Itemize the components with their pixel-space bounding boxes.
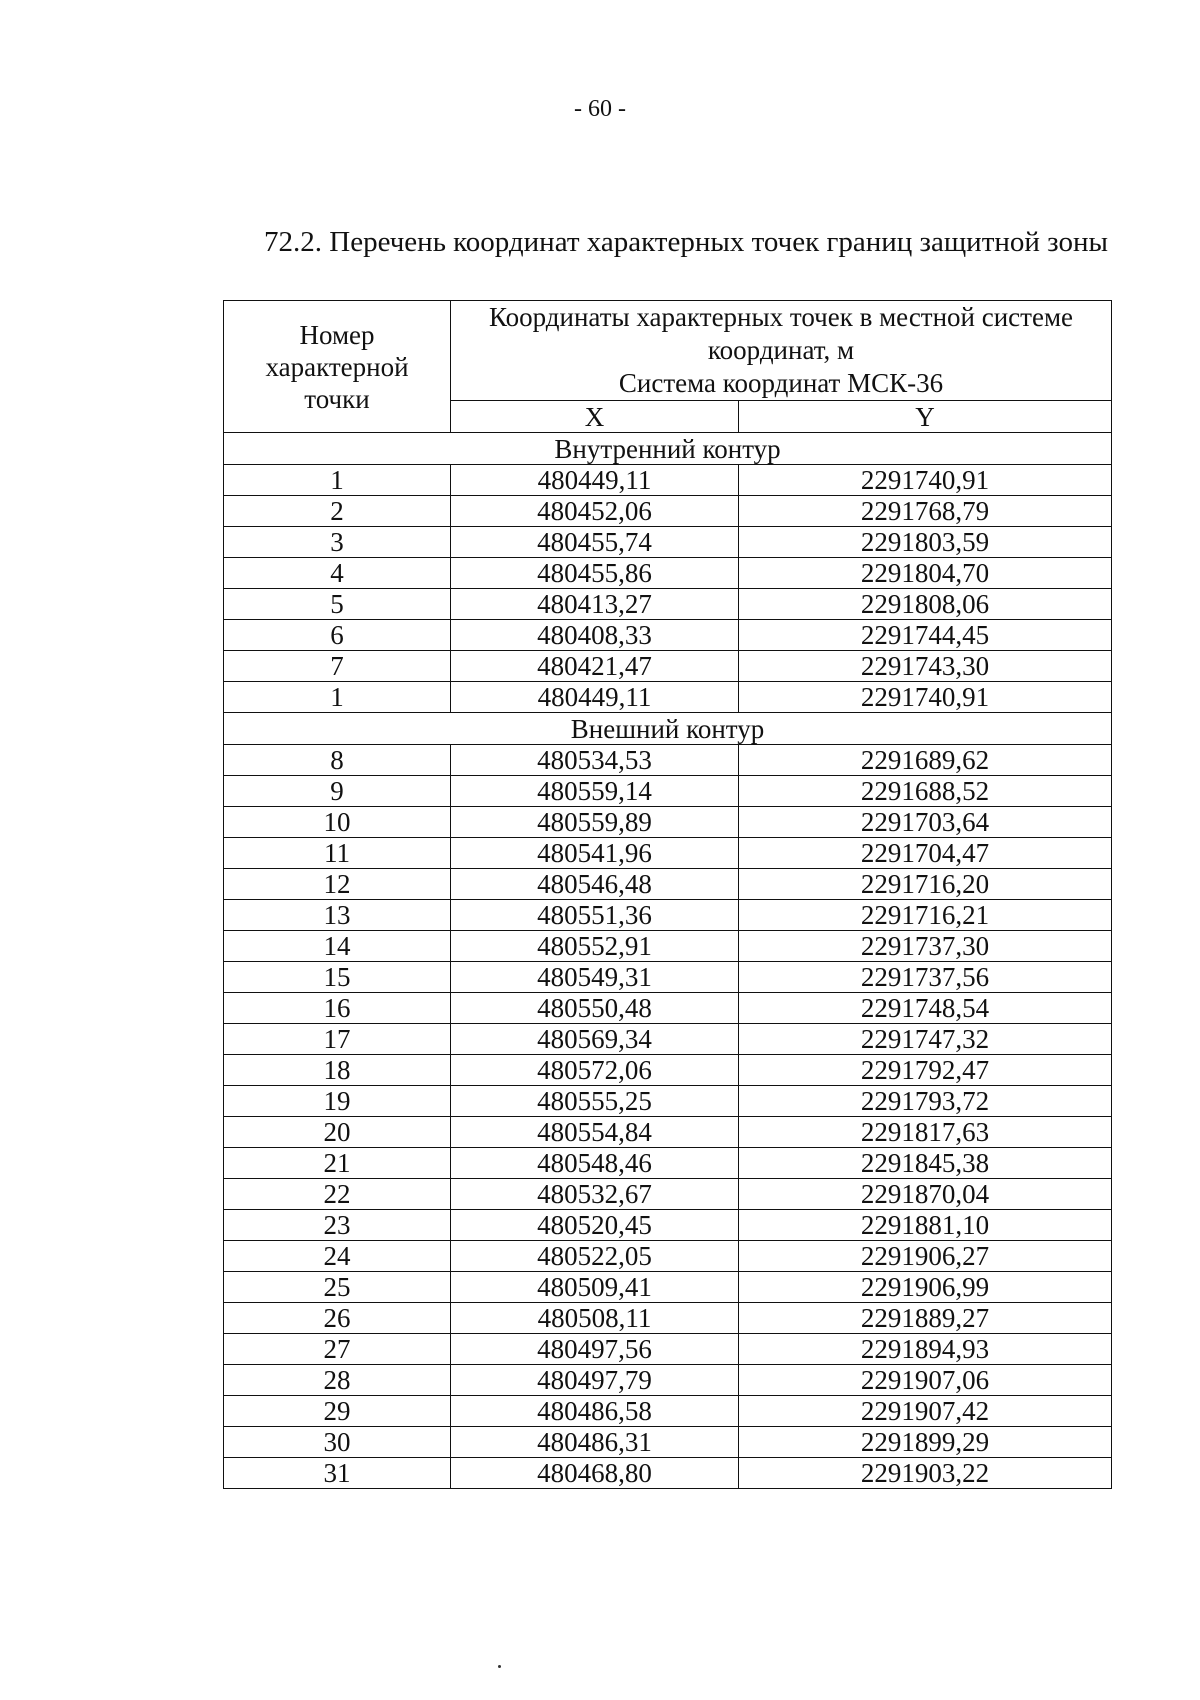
table-row <box>224 931 1112 962</box>
x-coordinate-cell: 480455,74 <box>451 527 739 558</box>
table-row <box>224 1117 1112 1148</box>
point-number-cell: 8 <box>224 745 451 776</box>
table-row <box>224 1179 1112 1210</box>
table-row <box>224 1458 1112 1489</box>
y-coordinate-cell: 2291716,20 <box>739 869 1112 900</box>
point-number-cell: 4 <box>224 558 451 589</box>
table-row <box>224 1334 1112 1365</box>
section-row <box>224 713 1112 745</box>
y-coordinate-cell: 2291740,91 <box>739 465 1112 496</box>
x-coordinate-cell: 480572,06 <box>451 1055 739 1086</box>
table-row <box>224 993 1112 1024</box>
point-number-cell: 21 <box>224 1148 451 1179</box>
y-coordinate-cell: 2291894,93 <box>739 1334 1112 1365</box>
point-number-cell: 31 <box>224 1458 451 1489</box>
point-header-line: характерной <box>265 351 409 382</box>
x-coordinate-cell: 480534,53 <box>451 745 739 776</box>
y-coordinate-cell: 2291689,62 <box>739 745 1112 776</box>
x-coordinate-cell: 480549,31 <box>451 962 739 993</box>
x-coordinate-cell: 480497,56 <box>451 1334 739 1365</box>
y-coordinate-cell: 2291743,30 <box>739 651 1112 682</box>
coordinates-table <box>223 300 1112 1489</box>
x-coordinate-cell: 480546,48 <box>451 869 739 900</box>
table-row <box>224 620 1112 651</box>
x-coordinate-cell: 480413,27 <box>451 589 739 620</box>
table-row <box>224 1303 1112 1334</box>
x-coordinate-cell: 480522,05 <box>451 1241 739 1272</box>
x-coordinate-cell: 480449,11 <box>451 465 739 496</box>
table-row <box>224 589 1112 620</box>
table-row <box>224 869 1112 900</box>
table-row <box>224 1365 1112 1396</box>
table-row <box>224 776 1112 807</box>
y-coordinate-cell: 2291803,59 <box>739 527 1112 558</box>
document-title: 72.2. Перечень координат характерных точек границ защитной зоны <box>264 226 1108 258</box>
table-row <box>224 1210 1112 1241</box>
x-coordinate-cell: 480559,14 <box>451 776 739 807</box>
point-number-cell: 1 <box>224 682 451 713</box>
point-number-cell: 14 <box>224 931 451 962</box>
page-number: - 60 - <box>574 96 626 122</box>
table-row <box>224 527 1112 558</box>
y-coordinate-cell: 2291704,47 <box>739 838 1112 869</box>
table-row <box>224 1055 1112 1086</box>
table-row <box>224 900 1112 931</box>
section-title: Внешний контур <box>224 713 1112 745</box>
x-coordinate-cell: 480548,46 <box>451 1148 739 1179</box>
point-number-cell: 18 <box>224 1055 451 1086</box>
y-coordinate-cell: 2291748,54 <box>739 993 1112 1024</box>
x-coordinate-cell: 480559,89 <box>451 807 739 838</box>
y-coordinate-cell: 2291768,79 <box>739 496 1112 527</box>
y-coordinate-cell: 2291889,27 <box>739 1303 1112 1334</box>
y-coordinate-cell: 2291804,70 <box>739 558 1112 589</box>
y-coordinate-cell: 2291747,32 <box>739 1024 1112 1055</box>
point-header-line: Номер <box>299 319 375 350</box>
y-coordinate-cell: 2291744,45 <box>739 620 1112 651</box>
x-coordinate-cell: 480554,84 <box>451 1117 739 1148</box>
table-row <box>224 807 1112 838</box>
point-number-cell: 16 <box>224 993 451 1024</box>
point-number-cell: 7 <box>224 651 451 682</box>
y-coordinate-cell: 2291688,52 <box>739 776 1112 807</box>
table-row <box>224 1241 1112 1272</box>
x-coordinate-cell: 480486,31 <box>451 1427 739 1458</box>
section-row <box>224 433 1112 465</box>
point-number-cell: 12 <box>224 869 451 900</box>
point-header-line: точки <box>304 383 370 414</box>
y-coordinate-cell: 2291703,64 <box>739 807 1112 838</box>
x-coordinate-cell: 480449,11 <box>451 682 739 713</box>
point-number-cell: 29 <box>224 1396 451 1427</box>
x-coordinate-cell: 480509,41 <box>451 1272 739 1303</box>
point-number-cell: 1 <box>224 465 451 496</box>
x-column-header: X <box>451 401 739 433</box>
point-number-cell: 26 <box>224 1303 451 1334</box>
table-body <box>224 433 1112 1489</box>
table-row <box>224 1024 1112 1055</box>
y-coordinate-cell: 2291870,04 <box>739 1179 1112 1210</box>
scan-speck <box>498 1665 501 1668</box>
coords-header-line: Координаты характерных точек в местной системе <box>488 302 1074 332</box>
table-row <box>224 962 1112 993</box>
table-row <box>224 651 1112 682</box>
x-coordinate-cell: 480455,86 <box>451 558 739 589</box>
point-number-cell: 23 <box>224 1210 451 1241</box>
x-coordinate-cell: 480508,11 <box>451 1303 739 1334</box>
table-row <box>224 1272 1112 1303</box>
point-number-cell: 27 <box>224 1334 451 1365</box>
table-row <box>224 496 1112 527</box>
y-coordinate-cell: 2291808,06 <box>739 589 1112 620</box>
y-column-header: Y <box>739 401 1112 433</box>
x-coordinate-cell: 480408,33 <box>451 620 739 651</box>
y-coordinate-cell: 2291817,63 <box>739 1117 1112 1148</box>
y-coordinate-cell: 2291740,91 <box>739 682 1112 713</box>
table-row <box>224 682 1112 713</box>
x-coordinate-cell: 480552,91 <box>451 931 739 962</box>
table-row <box>224 1148 1112 1179</box>
x-coordinate-cell: 480421,47 <box>451 651 739 682</box>
x-coordinate-cell: 480541,96 <box>451 838 739 869</box>
y-coordinate-cell: 2291881,10 <box>739 1210 1112 1241</box>
point-number-cell: 25 <box>224 1272 451 1303</box>
table-row <box>224 558 1112 589</box>
x-coordinate-cell: 480551,36 <box>451 900 739 931</box>
point-number-cell: 30 <box>224 1427 451 1458</box>
point-number-cell: 5 <box>224 589 451 620</box>
table-row <box>224 1086 1112 1117</box>
table-header <box>224 301 1112 433</box>
x-coordinate-cell: 480555,25 <box>451 1086 739 1117</box>
point-number-cell: 28 <box>224 1365 451 1396</box>
point-number-cell: 9 <box>224 776 451 807</box>
y-coordinate-cell: 2291737,30 <box>739 931 1112 962</box>
table-row <box>224 1427 1112 1458</box>
point-number-cell: 22 <box>224 1179 451 1210</box>
y-coordinate-cell: 2291906,27 <box>739 1241 1112 1272</box>
y-coordinate-cell: 2291845,38 <box>739 1148 1112 1179</box>
coordinates-header <box>451 301 1112 401</box>
point-number-cell: 10 <box>224 807 451 838</box>
y-coordinate-cell: 2291716,21 <box>739 900 1112 931</box>
coords-header-line: координат, м <box>707 335 855 365</box>
y-coordinate-cell: 2291737,56 <box>739 962 1112 993</box>
y-coordinate-cell: 2291903,22 <box>739 1458 1112 1489</box>
point-number-cell: 19 <box>224 1086 451 1117</box>
y-coordinate-cell: 2291793,72 <box>739 1086 1112 1117</box>
table-row <box>224 838 1112 869</box>
table-row <box>224 745 1112 776</box>
y-coordinate-cell: 2291907,06 <box>739 1365 1112 1396</box>
point-number-header <box>224 301 451 433</box>
y-coordinate-cell: 2291906,99 <box>739 1272 1112 1303</box>
point-number-cell: 3 <box>224 527 451 558</box>
point-number-cell: 17 <box>224 1024 451 1055</box>
x-coordinate-cell: 480486,58 <box>451 1396 739 1427</box>
table-row <box>224 1396 1112 1427</box>
x-coordinate-cell: 480520,45 <box>451 1210 739 1241</box>
x-coordinate-cell: 480452,06 <box>451 496 739 527</box>
x-coordinate-cell: 480532,67 <box>451 1179 739 1210</box>
point-number-cell: 6 <box>224 620 451 651</box>
x-coordinate-cell: 480569,34 <box>451 1024 739 1055</box>
y-coordinate-cell: 2291899,29 <box>739 1427 1112 1458</box>
x-coordinate-cell: 480550,48 <box>451 993 739 1024</box>
table-row <box>224 465 1112 496</box>
point-number-cell: 15 <box>224 962 451 993</box>
section-title: Внутренний контур <box>224 433 1112 465</box>
point-number-cell: 11 <box>224 838 451 869</box>
x-coordinate-cell: 480468,80 <box>451 1458 739 1489</box>
point-number-cell: 24 <box>224 1241 451 1272</box>
x-coordinate-cell: 480497,79 <box>451 1365 739 1396</box>
coords-header-line: Система координат МСК-36 <box>618 368 944 398</box>
point-number-cell: 20 <box>224 1117 451 1148</box>
point-number-cell: 2 <box>224 496 451 527</box>
y-coordinate-cell: 2291792,47 <box>739 1055 1112 1086</box>
y-coordinate-cell: 2291907,42 <box>739 1396 1112 1427</box>
point-number-cell: 13 <box>224 900 451 931</box>
